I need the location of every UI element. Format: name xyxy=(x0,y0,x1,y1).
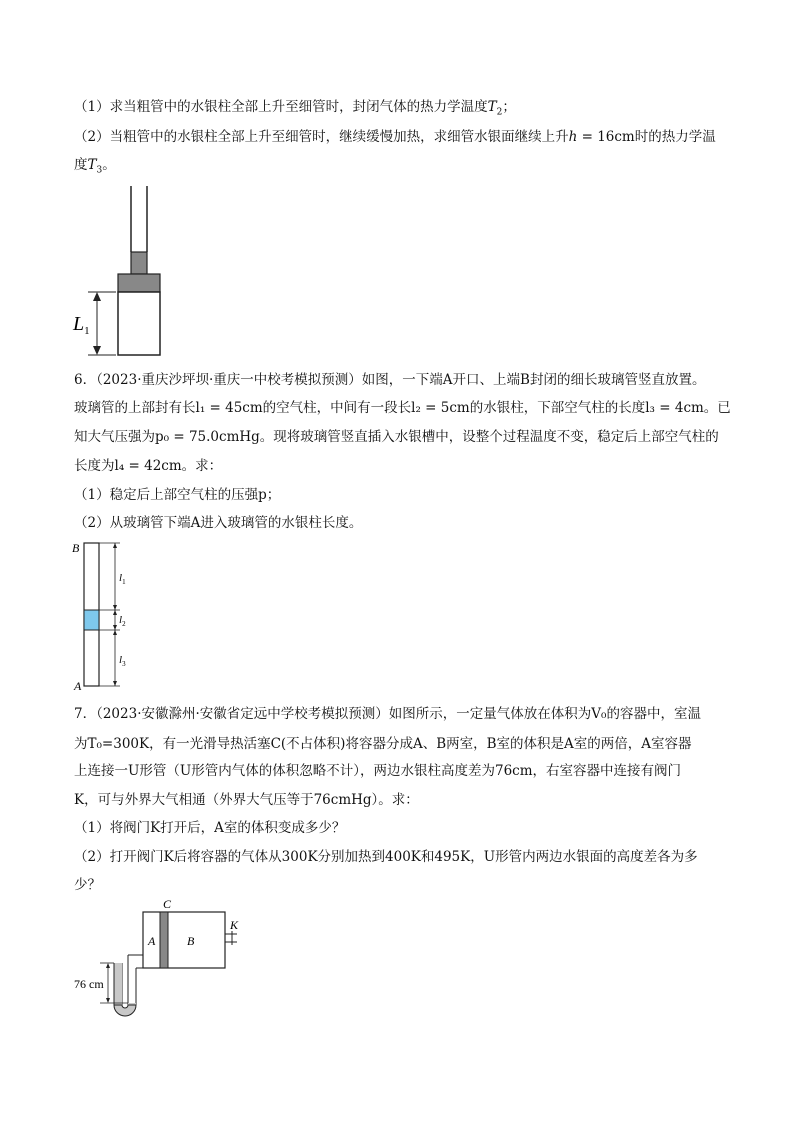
q6-line4: 长度为l₄ = 42cm。求： xyxy=(74,458,223,474)
q6-line2: 玻璃管的上部封有长l₁ = 45cm的空气柱，中间有一段长l₂ = 5cm的水银柱，下部空气柱的长度l₃ = 4cm。已 xyxy=(74,400,731,416)
q6-line3: 知大气压强为p₀ = 75.0cmHg。现将玻璃管竖直插入水银槽中，设整个过程温度不变，稳定后上部空气柱的 xyxy=(74,429,719,445)
q6-figure xyxy=(68,537,158,695)
q7-line2: 为T₀=300K，有一光滑导热活塞C(不占体积)将容器分成A、B两室，B室的体积是A室的两倍，A室容器 xyxy=(74,736,692,752)
q7-sub1: （1）将阀门K打开后，A室的体积变成多少？ xyxy=(74,820,346,836)
q7-line1: 7．（2023·安徽滁州·安徽省定远中学校考模拟预测）如图所示，一定量气体放在体积为V₀的容器中，室温 xyxy=(74,706,701,722)
q7-sub2-line2: 少？ xyxy=(74,877,101,893)
q6-figure-label-l2: $l_2$ xyxy=(119,614,126,628)
q5-figure-label-l1: $L_1$ xyxy=(73,313,90,337)
q7-figure-label-c: C xyxy=(163,897,172,911)
q7-sub2-line1: （2）打开阀门K后将容器的气体从300K分别加热到400K和495K，U形管内两边水银面的高度差各为多 xyxy=(74,849,698,865)
q6-figure-label-l3: $l_3$ xyxy=(119,654,126,668)
q7-figure-label-b: B xyxy=(187,934,195,948)
q5-sub2-line1: （2）当粗管中的水银柱全部上升至细管时，继续缓慢加热，求细管水银面继续上升h = 16cm时的热力学温 xyxy=(74,129,716,145)
q7-line4: K，可与外界大气相通（外界大气压等于76cmHg）。求： xyxy=(74,792,419,808)
q6-sub1: （1）稳定后上部空气柱的压强p； xyxy=(74,487,281,503)
q7-figure-label-a: A xyxy=(148,934,156,948)
q7-figure-label-height: 76 cm xyxy=(74,977,104,991)
q5-sub2-line2: 度$T_3$。 xyxy=(74,157,116,176)
q5-figure xyxy=(60,180,180,360)
q6-figure-label-b: B xyxy=(72,541,80,555)
q7-line3: 上连接一U形管（U形管内气体的体积忽略不计），两边水银柱高度差为76cm，右室容器中连接有阀门 xyxy=(74,763,682,779)
q7-figure-label-k: K xyxy=(230,918,239,932)
q6-figure-label-l1: $l_1$ xyxy=(119,572,126,586)
q6-sub2: （2）从玻璃管下端A进入玻璃管的水银柱长度。 xyxy=(74,515,363,531)
q6-figure-label-a: A xyxy=(74,679,82,693)
q7-figure xyxy=(70,895,250,1030)
q5-sub1: （1）求当粗管中的水银柱全部上升至细管时，封闭气体的热力学温度$T_2$； xyxy=(74,99,516,118)
q6-line1: 6．（2023·重庆沙坪坝·重庆一中校考模拟预测）如图，一下端A开口、上端B封闭的细长玻璃管竖直放置。 xyxy=(74,372,706,388)
